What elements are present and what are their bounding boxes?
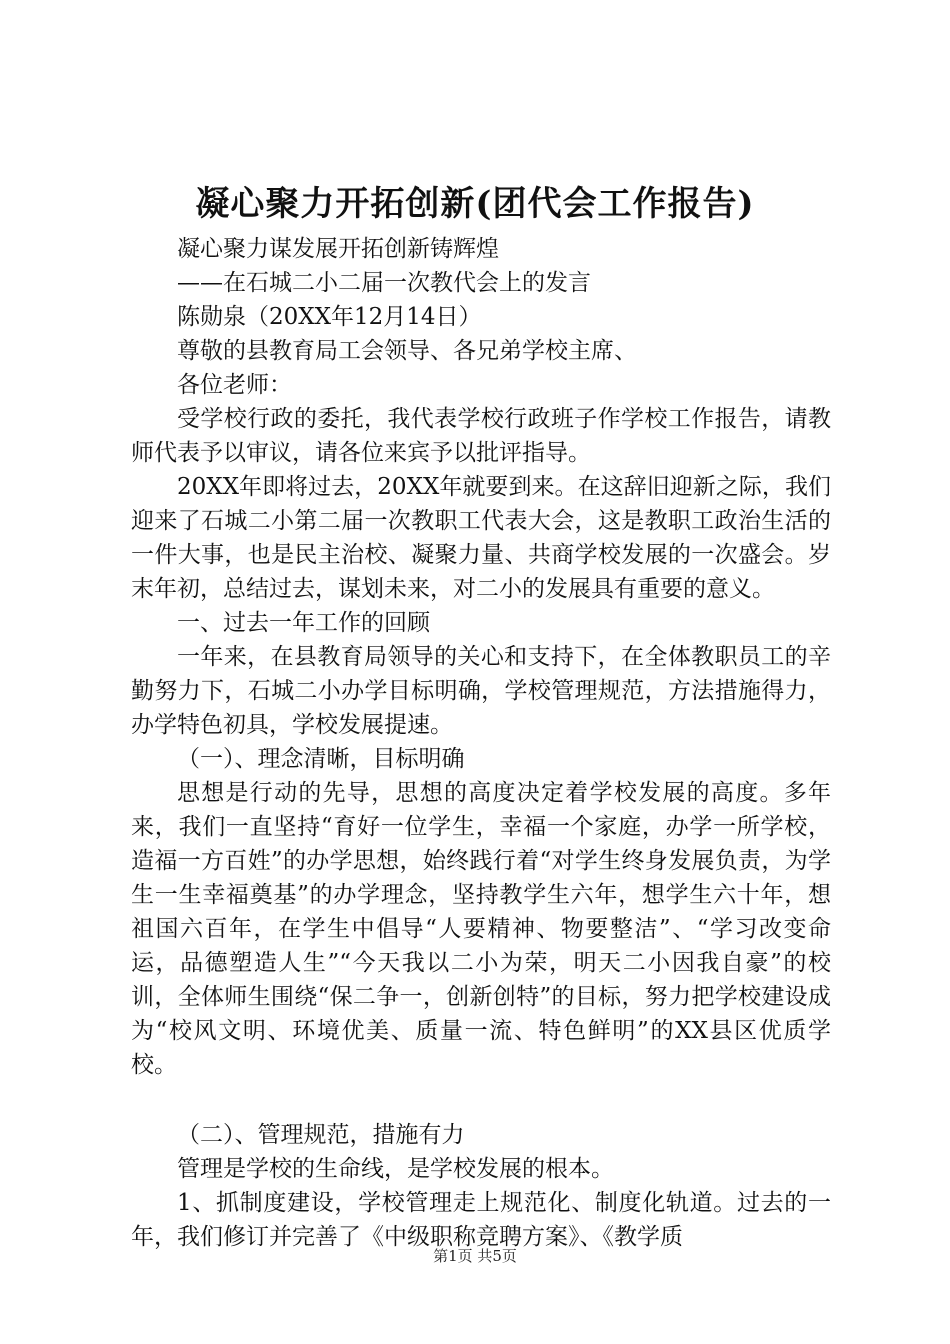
document-title: 凝心聚力开拓创新(团代会工作报告): [195, 184, 755, 224]
paragraph-subtitle: 凝心聚力谋发展开拓创新铸辉煌: [177, 236, 499, 262]
paragraph-author-date: 陈勋泉（20XX年12月14日）: [177, 304, 482, 330]
paragraph-salutation-2: 各位老师：: [177, 372, 292, 398]
paragraph-intro: 受学校行政的委托，我代表学校行政班子作学校工作报告，请教师代表予以审议，请各位来宾予以批评指导。: [131, 406, 831, 466]
paragraph-system-building: 1、抓制度建设，学校管理走上规范化、制度化轨道。过去的一年，我们修订并完善了《中级职称竞聘方案》、《教学质: [131, 1190, 831, 1250]
paragraph-management: 管理是学校的生命线，是学校发展的根本。: [177, 1156, 614, 1182]
subsection-heading-1: （一）、理念清晰，目标明确: [177, 746, 465, 772]
paragraph-new-year: 20XX年即将过去，20XX年就要到来。在这辞旧迎新之际，我们迎来了石城二小第二届一次教职工代表大会，这是教职工政治生活的一件大事，也是民主治校、凝聚力量、共商学校发展的一次盛会。岁末年初，总结过去，谋划未来，对二小的发展具有重要的意义。: [131, 474, 831, 602]
paragraph-philosophy: 思想是行动的先导，思想的高度决定着学校发展的高度。多年来，我们一直坚持“育好一位学生，幸福一个家庭，办学一所学校，造福一方百姓”的办学思想，始终践行着“对学生终身发展负责，为学生一生幸福奠基”的办学理念，坚持教学生六年，想学生六十年，想祖国六百年，在学生中倡导“人要精神、物要整洁”、“学习改变命运，品德塑造人生”“今天我以二小为荣，明天二小因我自豪”的校训，全体师生围绕“保二争一，创新创特”的目标，努力把学校建设成为“校风文明、环境优美、质量一流、特色鲜明”的XX县区优质学校。: [131, 780, 831, 1078]
document-body: [131, 232, 831, 1254]
paragraph-occasion: ——在石城二小二届一次教代会上的发言: [177, 270, 591, 296]
paragraph-salutation-1: 尊敬的县教育局工会领导、各兄弟学校主席、: [177, 338, 637, 364]
page-number: 第1页 共5页: [433, 1247, 517, 1265]
subsection-heading-2: （二）、管理规范，措施有力: [177, 1122, 465, 1148]
section-heading-review: 一、过去一年工作的回顾: [177, 610, 430, 636]
paragraph-review-summary: 一年来，在县教育局领导的关心和支持下，在全体教职员工的辛勤努力下，石城二小办学目标明确，学校管理规范，方法措施得力，办学特色初具，学校发展提速。: [131, 644, 831, 738]
